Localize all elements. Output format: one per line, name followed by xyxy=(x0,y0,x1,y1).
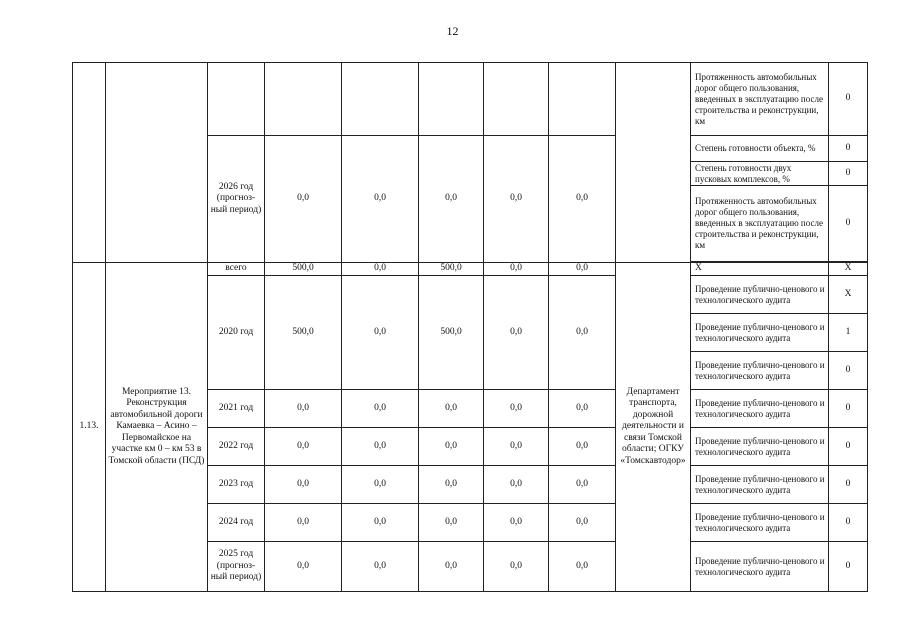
indicator-cell: Проведение публично-ценового и технологического аудита xyxy=(691,276,829,314)
indicator-value: 0 xyxy=(829,186,868,262)
year-label: 2026 год (прогноз-ный период) xyxy=(208,136,265,263)
year-label: 2021 год xyxy=(208,390,265,428)
table-row: 2024 год 0,0 0,0 0,0 0,0 0,0 Проведение публично-ценового и технологического аудита 0 xyxy=(73,504,868,542)
indicator-cell: Проведение публично-ценового и технологического аудита xyxy=(691,504,829,542)
indicator-value: 0 xyxy=(829,542,868,592)
indicator-cell: Проведение публично-ценового и технологического аудита xyxy=(691,466,829,504)
indicator-cell: Проведение публично-ценового и технологического аудита xyxy=(691,314,829,352)
indicator-cell: Проведение публично-ценового и технологического аудита xyxy=(691,542,829,592)
indicator-cell: Степень готовности двух пусковых комплексов, % xyxy=(691,162,829,186)
indicator-value: 1 xyxy=(829,314,868,352)
name-cell xyxy=(106,63,208,263)
indicator-cell: Степень готовности объекта, % xyxy=(691,136,829,162)
indicator-cell: Протяженность автомобильных дорог общего пользования, введенных в эксплуатацию после строительства и реконструкции, км xyxy=(691,63,829,136)
indicator-value: 0 xyxy=(829,63,868,136)
year-label: 2025 год (прогноз-ный период) xyxy=(208,542,265,592)
period-cell xyxy=(208,63,265,136)
program-table xyxy=(72,62,868,592)
table-row: 2020 год 500,0 0,0 500,0 0,0 0,0 Проведение публично-ценового и технологического аудита Х xyxy=(73,276,868,314)
table-row: 2022 год 0,0 0,0 0,0 0,0 0,0 Проведение публично-ценового и технологического аудита 0 xyxy=(73,428,868,466)
indicator-cell: Х xyxy=(691,263,829,276)
indicator-cell: Протяженность автомобильных дорог общего пользования, введенных в эксплуатацию после строительства и реконструкции, км xyxy=(691,186,829,262)
item-number: 1.13. xyxy=(73,263,106,592)
year-label: 2022 год xyxy=(208,428,265,466)
year-label: всего xyxy=(208,263,265,276)
indicator-value: 0 xyxy=(829,352,868,390)
table-row: 1.13. Мероприятие 13. Реконструкция автомобильной дороги Камаевка – Асино – Первомайское на участке км 0 – км 53 в Томской области (ПСД) всего 500,0 0,0 500,0 0,0 0,0 Департамент транспорта, дорожной деятельности и связи Томской области; ОГКУ «Томскавтодор» Х Х xyxy=(73,263,868,276)
year-label: 2023 год xyxy=(208,466,265,504)
indicator-value: 0 xyxy=(829,390,868,428)
indicator-value: 0 xyxy=(829,466,868,504)
table-row xyxy=(73,63,868,136)
number-cell xyxy=(73,63,106,263)
table-row: 2025 год (прогноз-ный период) 0,0 0,0 0,0 0,0 0,0 Проведение публично-ценового и технологического аудита 0 xyxy=(73,542,868,592)
table-row: 2021 год 0,0 0,0 0,0 0,0 0,0 Проведение публично-ценового и технологического аудита 0 xyxy=(73,390,868,428)
indicator-value: Х xyxy=(829,263,868,276)
page-number: 12 xyxy=(446,24,459,38)
item-name: Мероприятие 13. Реконструкция автомобильной дороги Камаевка – Асино – Первомайское на участке км 0 – км 53 в Томской области (ПСД) xyxy=(106,263,208,592)
executor-cell xyxy=(616,63,691,263)
indicator-value: 0 xyxy=(829,504,868,542)
indicator-value: 0 xyxy=(829,136,868,162)
table-row: 2026 год (прогноз-ный период) 0,0 0,0 0,0 0,0 0,0 Степень готовности объекта, % 0 xyxy=(73,136,868,162)
indicator-value: 0 xyxy=(829,428,868,466)
year-label: 2020 год xyxy=(208,276,265,390)
indicator-value: 0 xyxy=(829,162,868,186)
table-row: 2023 год 0,0 0,0 0,0 0,0 0,0 Проведение публично-ценового и технологического аудита 0 xyxy=(73,466,868,504)
indicator-cell: Проведение публично-ценового и технологического аудита xyxy=(691,428,829,466)
indicator-cell: Проведение публично-ценового и технологического аудита xyxy=(691,390,829,428)
year-label: 2024 год xyxy=(208,504,265,542)
indicator-value: Х xyxy=(829,276,868,314)
indicator-cell: Проведение публично-ценового и технологического аудита xyxy=(691,352,829,390)
executor-cell: Департамент транспорта, дорожной деятельности и связи Томской области; ОГКУ «Томскавтодор» xyxy=(616,263,691,592)
